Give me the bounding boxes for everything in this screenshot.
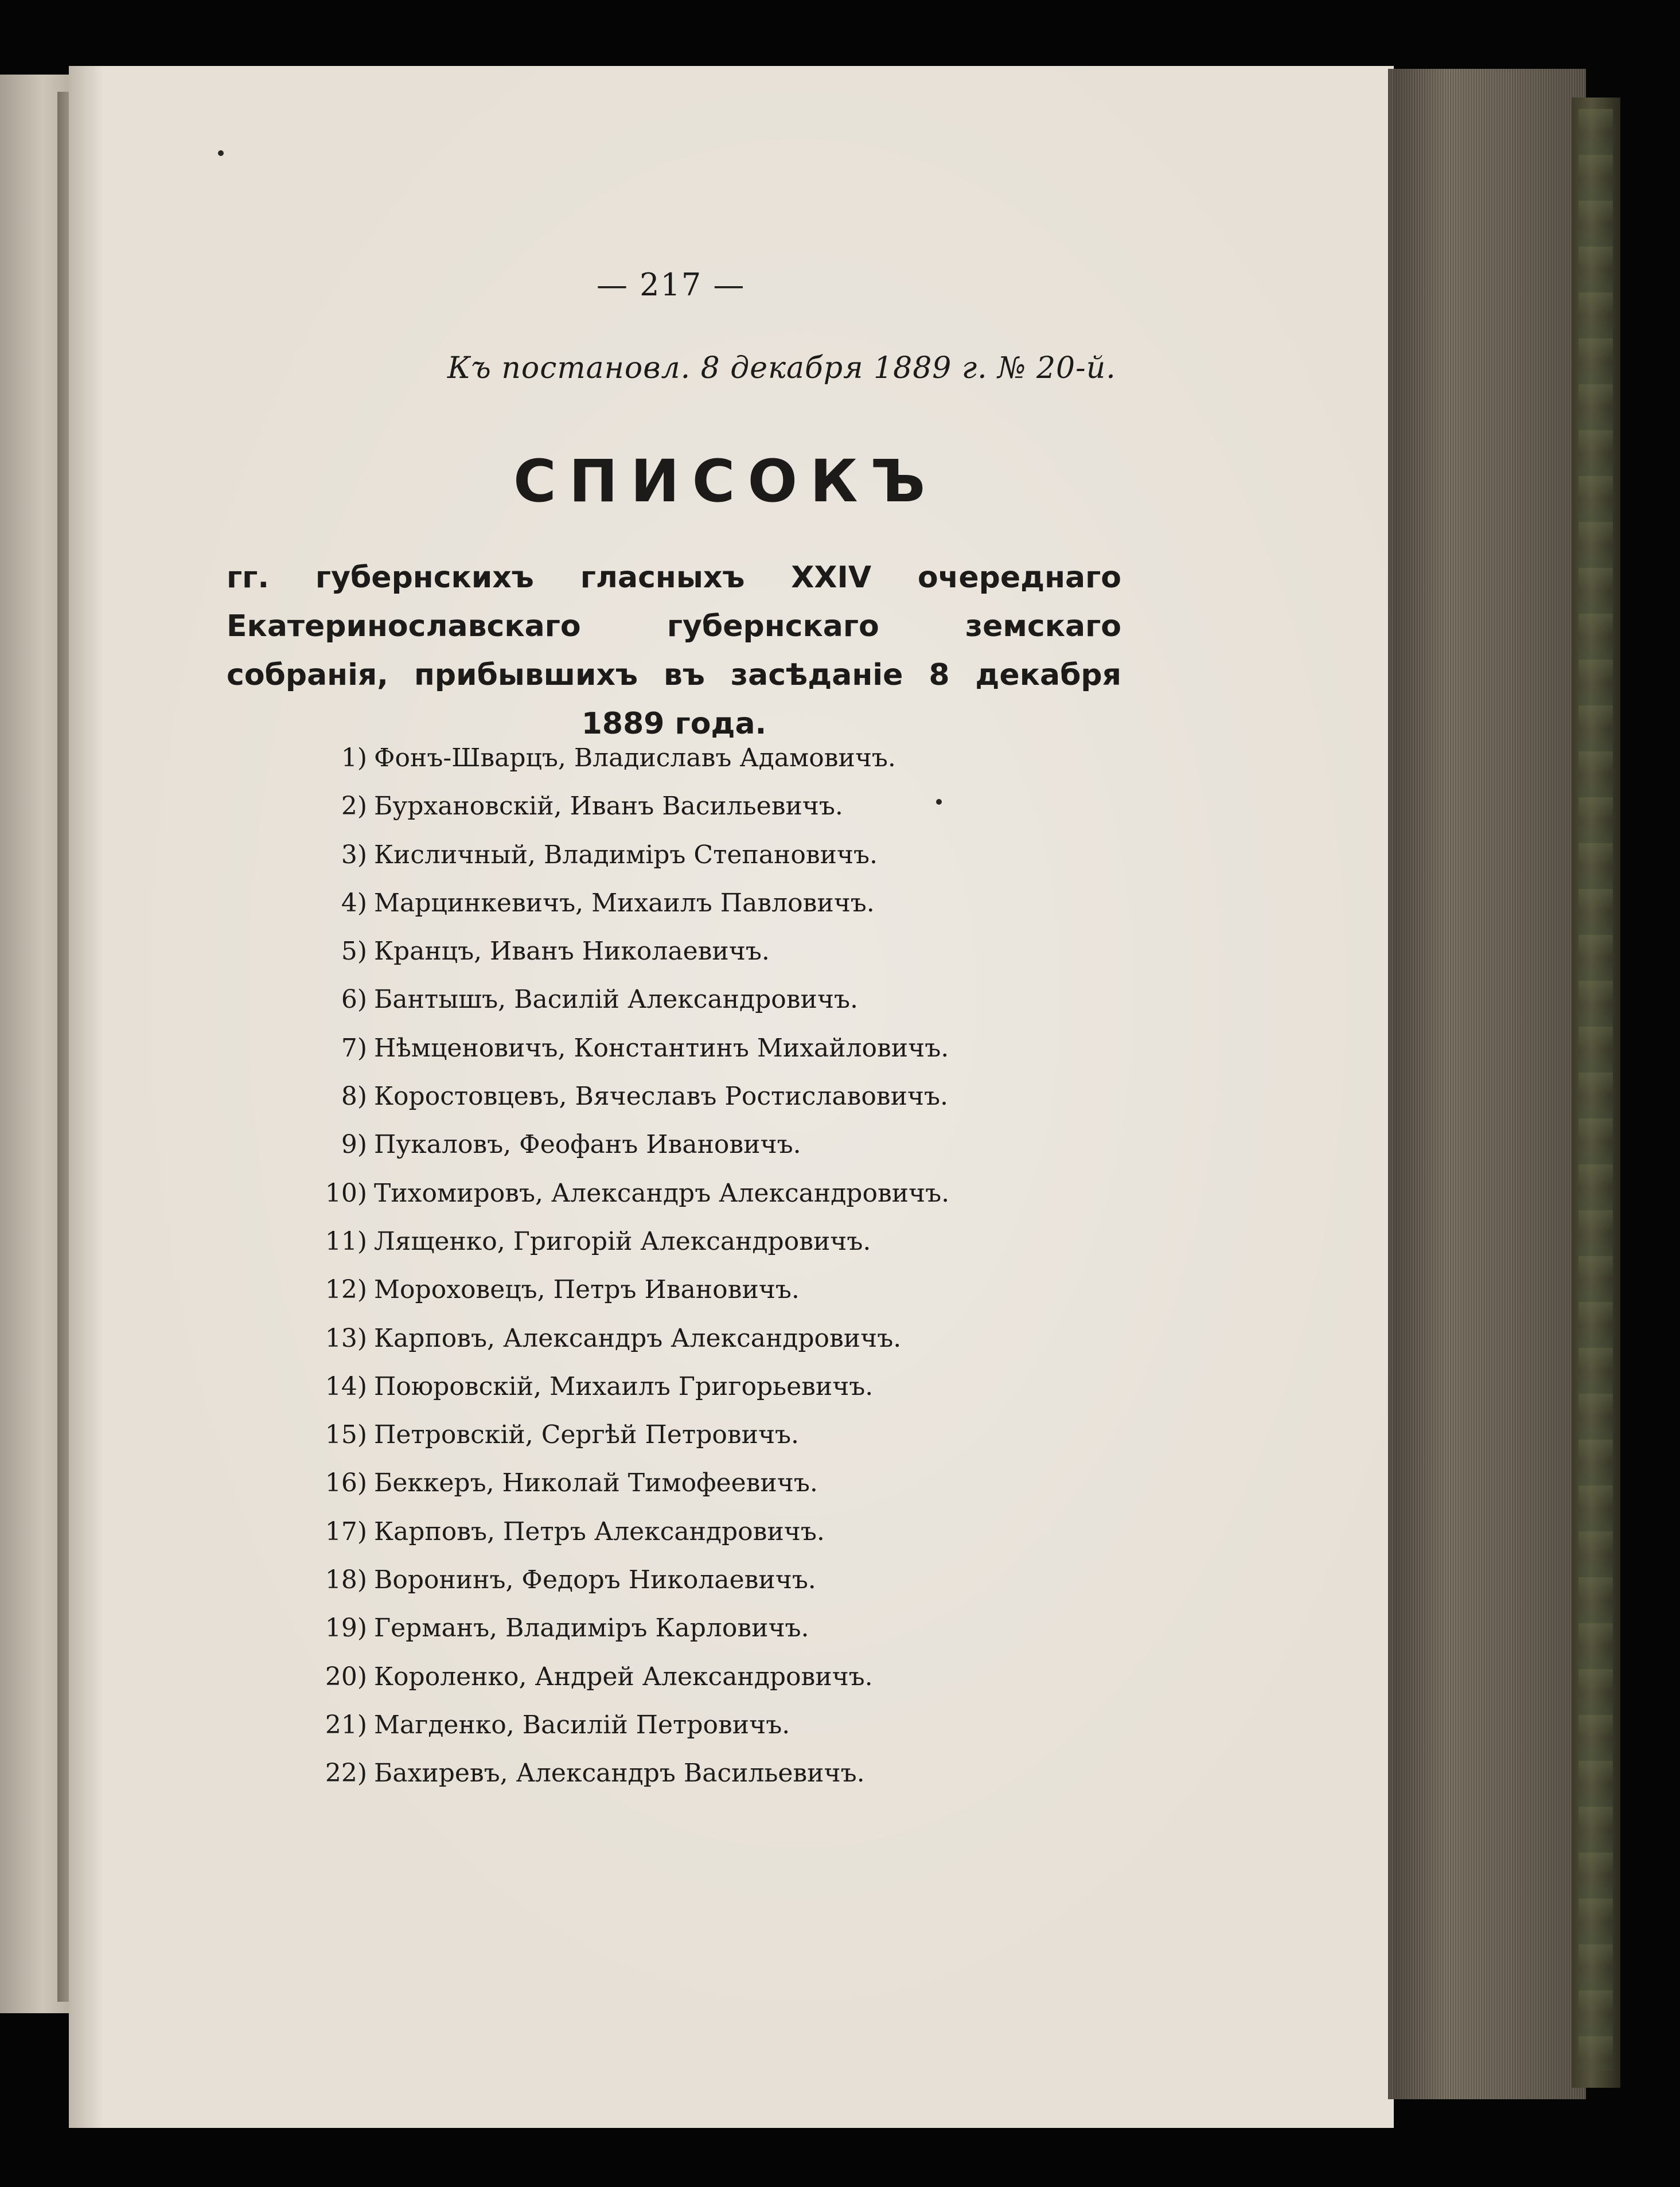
list-item-number: 5) [341,937,367,966]
list-item-name: Фонъ-Шварцъ, Владиславъ Адамовичъ. [374,743,896,773]
list-item-name: Воронинъ, Федоръ Николаевичъ. [374,1565,816,1595]
list-item [293,1121,949,1169]
list-item-number: 10) [325,1178,367,1208]
list-item-name: Тихомировъ, Александръ Александровичъ. [374,1178,950,1208]
list-item [293,1315,949,1363]
page-subtitle: гг. губернскихъ гласныхъ XXIV очереднаго Екатеринославскаго губернскаго земскаго собранія, прибывшихъ въ засѣданіе 8 декабря 1889 года. [227,560,1121,741]
members-list [293,734,949,1798]
page-number: — 217 — [597,267,746,303]
list-item-number: 21) [325,1710,367,1740]
list-item-number: 19) [325,1613,367,1643]
resolution-reference: Къ постановл. 8 декабря 1889 г. № 20-й. [447,351,1116,385]
list-item [293,1653,949,1701]
book-edges-shade [1388,69,1586,2099]
list-item-name: Коростовцевъ, Вячеславъ Ростиславовичъ. [374,1082,948,1112]
print-speck [218,150,224,156]
list-item-name: Мороховецъ, Петръ Ивановичъ. [374,1275,800,1305]
list-item-name: Кисличный, Владиміръ Степановичъ. [374,840,878,870]
list-item-name: Магденко, Василій Петровичъ. [374,1710,790,1740]
list-item-number: 16) [325,1468,367,1498]
list-item-name: Марцинкевичъ, Михаилъ Павловичъ. [374,888,875,918]
list-item [293,1218,949,1266]
list-item [293,1363,949,1411]
list-item-number: 8) [341,1082,367,1112]
list-item-number: 17) [325,1517,367,1546]
list-item-number: 12) [325,1275,367,1305]
list-item [293,782,949,831]
list-item-name: Бурхановскій, Иванъ Васильевичъ. [374,792,843,821]
list-item [293,1073,949,1121]
list-item [293,1701,949,1749]
cover-texture [1578,109,1613,2071]
list-item-name: Короленко, Андрей Александровичъ. [374,1662,873,1691]
list-item [293,831,949,879]
list-item-name: Нѣмценовичъ, Константинъ Михайловичъ. [374,1033,949,1063]
list-item-number: 9) [341,1130,367,1160]
list-item [293,1556,949,1604]
list-item [293,734,949,782]
list-item-name: Германъ, Владиміръ Карловичъ. [374,1613,809,1643]
list-item-name: Карповъ, Александръ Александровичъ. [374,1323,902,1353]
list-item-number: 20) [325,1662,367,1691]
list-item [293,1604,949,1652]
list-item [293,1266,949,1314]
list-item-name: Бахиревъ, Александръ Васильевичъ. [374,1759,865,1788]
list-item-number: 22) [325,1759,367,1788]
list-item-number: 6) [341,985,367,1015]
list-item-number: 2) [341,792,367,821]
list-item-number: 7) [341,1033,367,1063]
list-item-name: Петровскій, Сергѣй Петровичъ. [374,1420,800,1450]
list-item-number: 4) [341,888,367,918]
list-item-name: Пукаловъ, Феофанъ Ивановичъ. [374,1130,801,1160]
list-item-name: Кранцъ, Иванъ Николаевичъ. [374,937,770,966]
list-item-number: 14) [325,1371,367,1401]
list-item [293,1508,949,1556]
list-item-number: 18) [325,1565,367,1595]
list-item-name: Карповъ, Петръ Александровичъ. [374,1517,825,1546]
list-item-name: Поюровскій, Михаилъ Григорьевичъ. [374,1371,874,1401]
list-item-number: 1) [341,743,367,773]
list-item-number: 13) [325,1323,367,1353]
list-item [293,1749,949,1798]
list-item-number: 15) [325,1420,367,1450]
list-item [293,927,949,976]
list-item-name: Беккеръ, Николай Тимофеевичъ. [374,1468,818,1498]
list-item [293,976,949,1024]
list-item [293,1411,949,1459]
print-speck [936,799,942,805]
list-item [293,1459,949,1507]
page-title: СПИСОКЪ [513,447,938,516]
list-item-number: 11) [325,1226,367,1256]
list-item-name: Лященко, Григорій Александровичъ. [374,1226,871,1256]
list-item-number: 3) [341,840,367,870]
list-item-name: Бантышъ, Василій Александровичъ. [374,985,858,1015]
list-item [293,1169,949,1218]
list-item [293,879,949,927]
list-item [293,1024,949,1073]
